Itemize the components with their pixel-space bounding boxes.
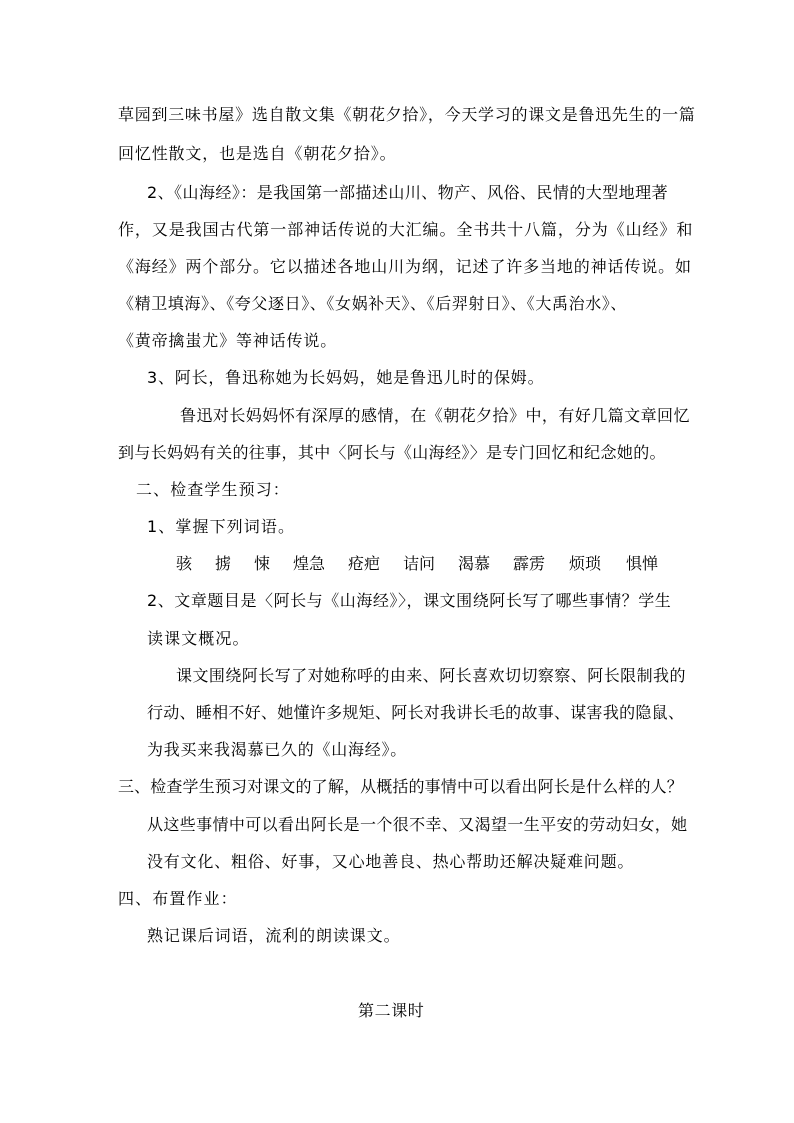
paragraph-line: 回忆性散文，也是选自《朝花夕拾》。 [118, 144, 397, 163]
vocabulary-word: 渴慕 [458, 554, 491, 573]
paragraph-line: 2、文章题目是〈阿长与《山海经》〉，课文围绕阿长写了哪些事情？学生 [147, 591, 672, 610]
paragraph-line: 作，又是我国古代第一部神话传说的大汇编。全书共十八篇，分为《山经》和 [118, 220, 694, 239]
vocabulary-word: 惧惮 [626, 554, 659, 573]
paragraph-line: 1、掌握下列词语。 [147, 517, 296, 536]
paragraph-line: 熟记课后词语，流利的朗读课文。 [147, 926, 401, 945]
paragraph-line: 《海经》两个部分。它以描述各地山川为纲，记述了许多当地的神话传说。如 [118, 257, 692, 276]
paragraph-line: 读课文概况。 [147, 629, 250, 648]
paragraph-line: 行动、睡相不好、她懂许多规矩、阿长对我讲长毛的故事、谋害我的隐鼠、 [147, 703, 685, 722]
paragraph-line: 从这些事情中可以看出阿长是一个很不幸、又渴望一生平安的劳动妇女，她 [147, 815, 688, 834]
paragraph-line: 课文围绕阿长写了对她称呼的由来、阿长喜欢切切察察、阿长限制我的 [176, 666, 686, 685]
paragraph-line: 草园到三味书屋》选自散文集《朝花夕拾》，今天学习的课文是鲁迅先生的一篇 [118, 105, 696, 124]
vocabulary-word: 掳 [215, 554, 232, 573]
vocabulary-word: 悚 [254, 554, 271, 573]
paragraph-line: 《黄帝擒蚩尤》等神话传说。 [118, 331, 338, 350]
paragraph-line: 到与长妈妈有关的往事，其中〈阿长与《山海经》〉是专门回忆和纪念她的。 [118, 443, 666, 462]
vocabulary-word: 煌急 [293, 554, 326, 573]
paragraph-line: 《精卫填海》、《夸父逐日》、《女娲补天》、《后羿射日》、《大禹治水》、 [118, 294, 628, 313]
paragraph-line: 鲁迅对长妈妈怀有深厚的感情，在《朝花夕拾》中，有好几篇文章回忆 [180, 406, 690, 425]
lesson-title: 第二课时 [358, 1001, 425, 1020]
section-heading: 三、检查学生预习对课文的了解，从概括的事情中可以看出阿长是什么样的人？ [118, 777, 683, 796]
vocabulary-word: 烦琐 [569, 554, 602, 573]
paragraph-line: 没有文化、粗俗、好事，又心地善良、热心帮助还解决疑难问题。 [147, 852, 635, 871]
vocabulary-word: 霹雳 [513, 554, 546, 573]
vocabulary-word: 疮疤 [348, 554, 381, 573]
vocabulary-word: 诘问 [403, 554, 436, 573]
paragraph-line: 2、《山海经》：是我国第一部描述山川、物产、风俗、民情的大型地理著 [147, 183, 669, 202]
vocabulary-word: 骇 [176, 554, 193, 573]
vocabulary-row [0, 554, 794, 574]
section-heading: 二、检查学生预习： [136, 480, 290, 499]
paragraph-line: 为我买来我渴慕已久的《山海经》。 [147, 740, 408, 759]
paragraph-line: 3、阿长，鲁迅称她为长妈妈，她是鲁迅儿时的保姆。 [147, 368, 545, 387]
section-heading: 四、布置作业： [118, 889, 238, 908]
